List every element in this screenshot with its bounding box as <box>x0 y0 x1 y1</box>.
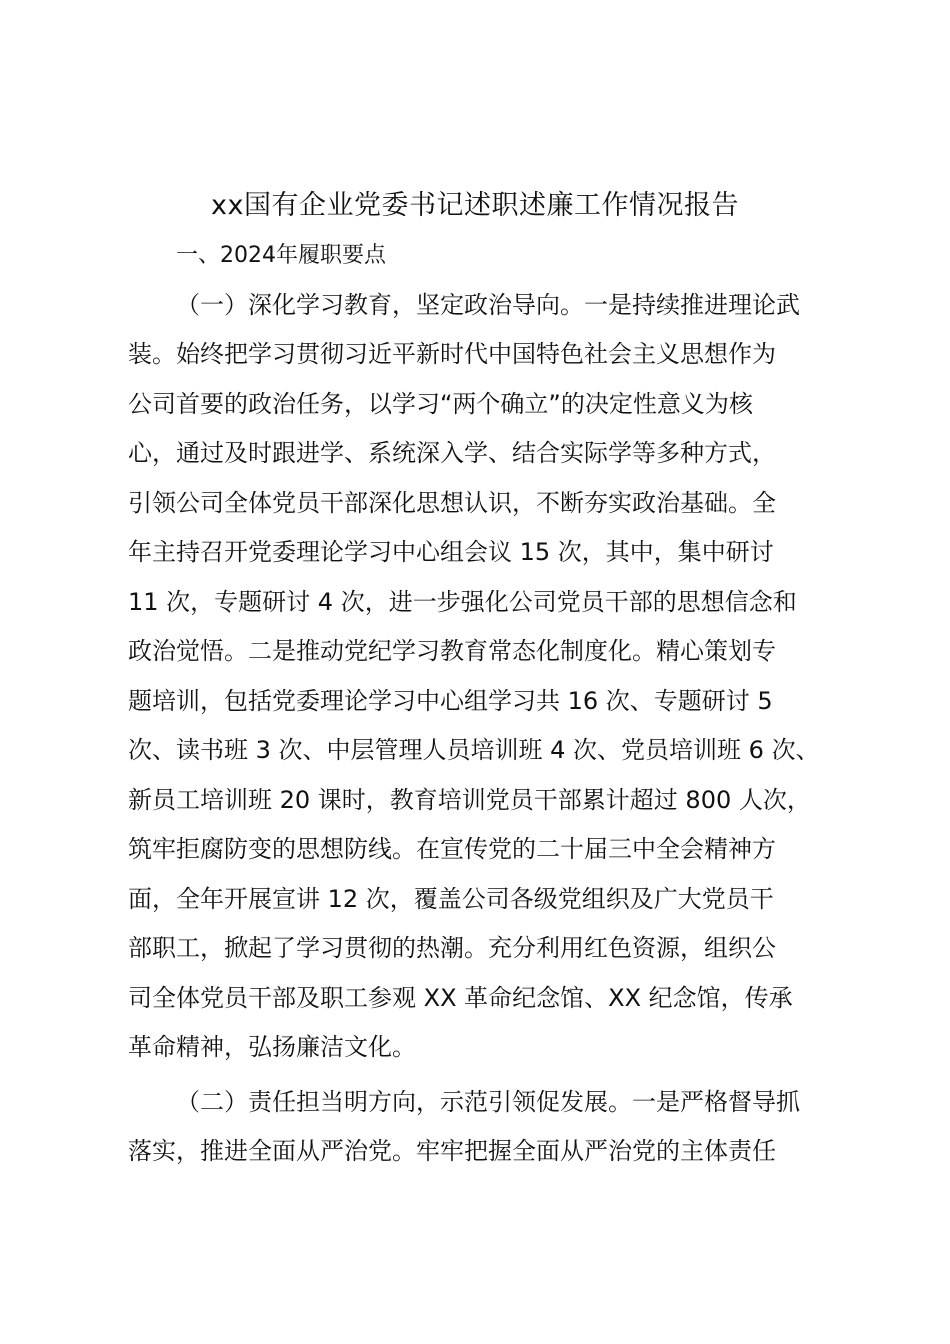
paragraph-line: 引领公司全体党员干部深化思想认识，不断夯实政治基础。全 <box>128 489 776 517</box>
document-title: xx国有企业党委书记述职述廉工作情况报告 <box>211 190 739 221</box>
paragraph-line: （一）深化学习教育，坚定政治导向。一是持续推进理论武 <box>176 291 800 319</box>
paragraph-line: 年主持召开党委理论学习中心组会议 15 次，其中，集中研讨 <box>128 538 774 566</box>
paragraph-line: 次、读书班 3 次、中层管理人员培训班 4 次、党员培训班 6 次、 <box>128 736 820 764</box>
paragraph-line: 司全体党员干部及职工参观 XX 革命纪念馆、XX 纪念馆，传承 <box>128 984 793 1012</box>
section-heading: 一、2024年履职要点 <box>176 243 386 268</box>
paragraph-line: 新员工培训班 20 课时，教育培训党员干部累计超过 800 人次， <box>128 786 811 814</box>
paragraph-line: 题培训，包括党委理论学习中心组学习共 16 次、专题研讨 5 <box>128 687 773 715</box>
paragraph-line: 11 次，专题研讨 4 次，进一步强化公司党员干部的思想信念和 <box>128 588 797 616</box>
paragraph-line: 革命精神，弘扬廉洁文化。 <box>128 1033 416 1061</box>
paragraph-line: 装。始终把学习贯彻习近平新时代中国特色社会主义思想作为 <box>128 340 776 368</box>
paragraph-line: 筑牢拒腐防变的思想防线。在宣传党的二十届三中全会精神方 <box>128 835 776 863</box>
paragraph-line: 公司首要的政治任务，以学习“两个确立”的决定性意义为核 <box>128 390 753 418</box>
paragraph-line: 心，通过及时跟进学、系统深入学、结合实际学等多种方式， <box>128 439 776 467</box>
paragraph-line: （二）责任担当明方向，示范引领促发展。一是严格督导抓 <box>176 1088 800 1116</box>
paragraph-line: 部职工，掀起了学习贯彻的热潮。充分利用红色资源，组织公 <box>128 934 776 962</box>
paragraph-line: 政治觉悟。二是推动党纪学习教育常态化制度化。精心策划专 <box>128 637 776 665</box>
paragraph-line: 落实，推进全面从严治党。牢牢把握全面从严治党的主体责任 <box>128 1137 776 1165</box>
paragraph-line: 面，全年开展宣讲 12 次，覆盖公司各级党组织及广大党员干 <box>128 885 774 913</box>
